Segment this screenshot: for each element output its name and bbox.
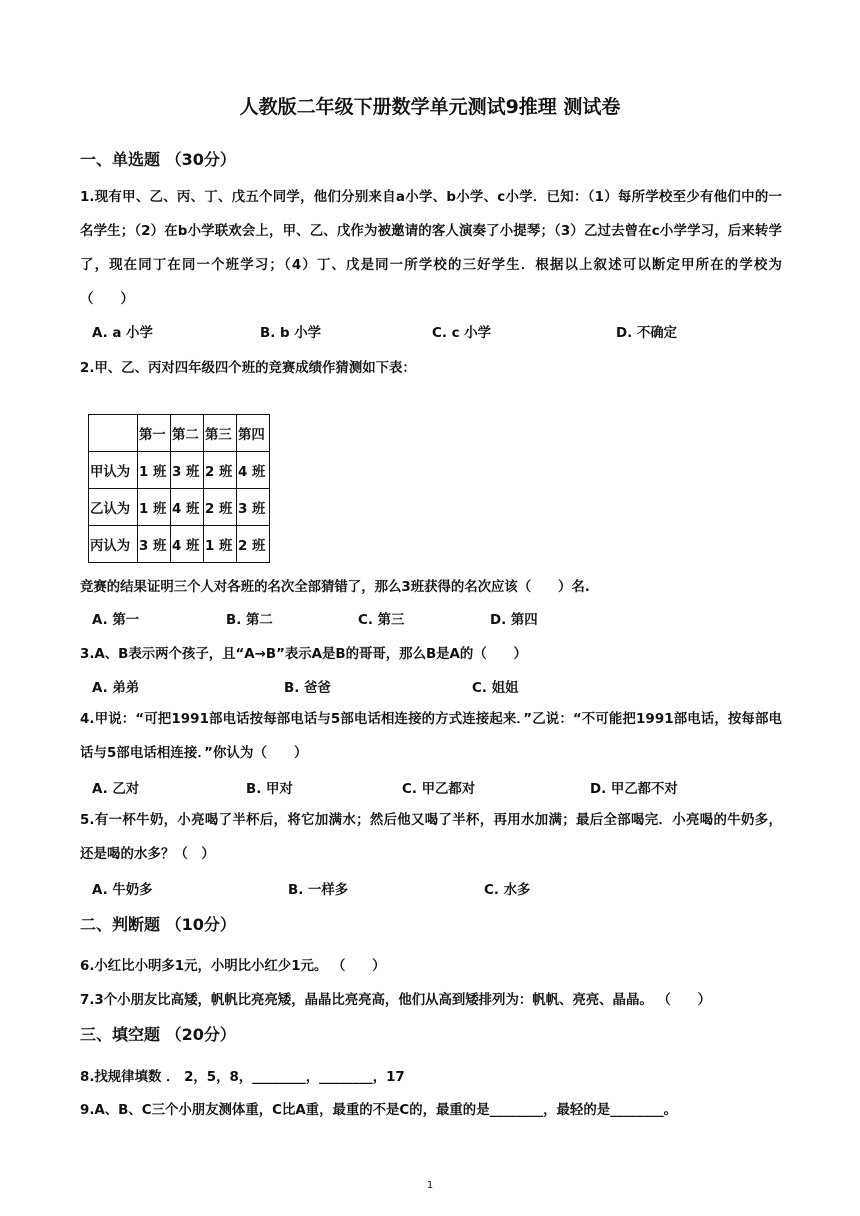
table-cell: 2 班 (237, 526, 270, 563)
table-cell: 1 班 (138, 489, 171, 526)
table-cell: 3 班 (237, 489, 270, 526)
table-cell: 第三 (204, 415, 237, 452)
q2-option-b: B. 第二 (226, 613, 273, 628)
table-cell: 4 班 (237, 452, 270, 489)
q3-option-b: B. 爸爸 (284, 681, 331, 696)
q2-option-a: A. 第一 (92, 613, 140, 628)
table-cell: 第一 (138, 415, 171, 452)
q5-option-c: C. 水多 (484, 883, 531, 898)
page-number: 1 (426, 1180, 434, 1191)
question-2-after-text: 竞赛的结果证明三个人对各班的名次全部猜错了，那么3班获得的名次应该（ ）名. (80, 580, 590, 595)
table-cell: 第四 (237, 415, 270, 452)
table-cell: 4 班 (171, 489, 204, 526)
question-1-text: 1.现有甲、乙、丙、丁、戊五个同学，他们分别来自a小学、b小学、c小学．已知：（1）每所学校至少有他们中的一名学生；（2）在b小学联欢会上，甲、乙、戊作为被邀请的客人演奏了小提琴；（3）乙过去曾在c小学学习，后来转学了，现在同丁在同一个班学习；（4）丁、戊是同一所学校的三好学生．根据以上叙述可以断定甲所在的学校为 （ ） (80, 190, 782, 307)
table-cell: 3 班 (138, 526, 171, 563)
table-cell (89, 415, 138, 452)
q1-option-a: A. a 小学 (92, 326, 153, 341)
table-cell: 4 班 (171, 526, 204, 563)
question-2-text: 2.甲、乙、丙对四年级四个班的竞赛成绩作猜测如下表： (80, 361, 416, 376)
question-9-text: 9.A、B、C三个小朋友测体重，C比A重，最重的不是C的，最重的是________，最轻的是________。 (80, 1103, 678, 1118)
table-cell: 丙认为 (89, 526, 138, 563)
table-cell: 乙认为 (89, 489, 138, 526)
table-cell: 1 班 (204, 526, 237, 563)
question-3-text: 3.A、B表示两个孩子，且“A→B”表示A是B的哥哥，那么B是A的（ ） (80, 647, 527, 662)
guess-table (88, 414, 270, 563)
table-cell: 2 班 (204, 489, 237, 526)
question-6-text: 6.小红比小明多1元，小明比小红少1元。 （ ） (80, 959, 386, 974)
q4-option-c: C. 甲乙都对 (402, 782, 476, 797)
table-cell: 2 班 (204, 452, 237, 489)
q4-option-d: D. 甲乙都不对 (590, 782, 678, 797)
q5-option-a: A. 牛奶多 (92, 883, 153, 898)
table-row (89, 489, 270, 526)
question-5-text: 5.有一杯牛奶，小亮喝了半杯后，将它加满水；然后他又喝了半杯，再用水加满；最后全部喝完．小亮喝的牛奶多，还是喝的水多？（ ） (80, 813, 782, 862)
q1-option-c: C. c 小学 (432, 326, 491, 341)
section-heading-fill-blank: 三、填空题 （20分） (80, 1025, 236, 1044)
question-8-text: 8.找规律填数 ． 2，5，8，________，________，17 (80, 1070, 405, 1085)
table-cell: 甲认为 (89, 452, 138, 489)
q2-option-d: D. 第四 (490, 613, 538, 628)
table-row (89, 452, 270, 489)
table-cell: 1 班 (138, 452, 171, 489)
q3-option-a: A. 弟弟 (92, 681, 140, 696)
page-title: 人教版二年级下册数学单元测试9推理 测试卷 (239, 96, 621, 118)
q5-option-b: B. 一样多 (288, 883, 349, 898)
table-row (89, 526, 270, 563)
q2-option-c: C. 第三 (358, 613, 405, 628)
q1-option-d: D. 不确定 (616, 326, 678, 341)
table-cell: 3 班 (171, 452, 204, 489)
section-heading-true-false: 二、判断题 （10分） (80, 915, 236, 934)
section-heading-single-choice: 一、单选题 （30分） (80, 150, 236, 169)
q3-option-c: C. 姐姐 (472, 681, 519, 696)
question-7-text: 7.3个小朋友比高矮，帆帆比亮亮矮，晶晶比亮亮高，他们从高到矮排列为：帆帆、亮亮、晶晶。 （ ） (80, 993, 711, 1008)
table-cell: 第二 (171, 415, 204, 452)
table-header-row (89, 415, 270, 452)
q1-option-b: B. b 小学 (260, 326, 321, 341)
question-4-text: 4.甲说：“可把1991部电话按每部电话与5部电话相连接的方式连接起来．”乙说：“不可能把1991部电话，按每部电话与5部电话相连接．”你认为（ ） (80, 712, 782, 761)
q4-option-b: B. 甲对 (246, 782, 293, 797)
q4-option-a: A. 乙对 (92, 782, 140, 797)
